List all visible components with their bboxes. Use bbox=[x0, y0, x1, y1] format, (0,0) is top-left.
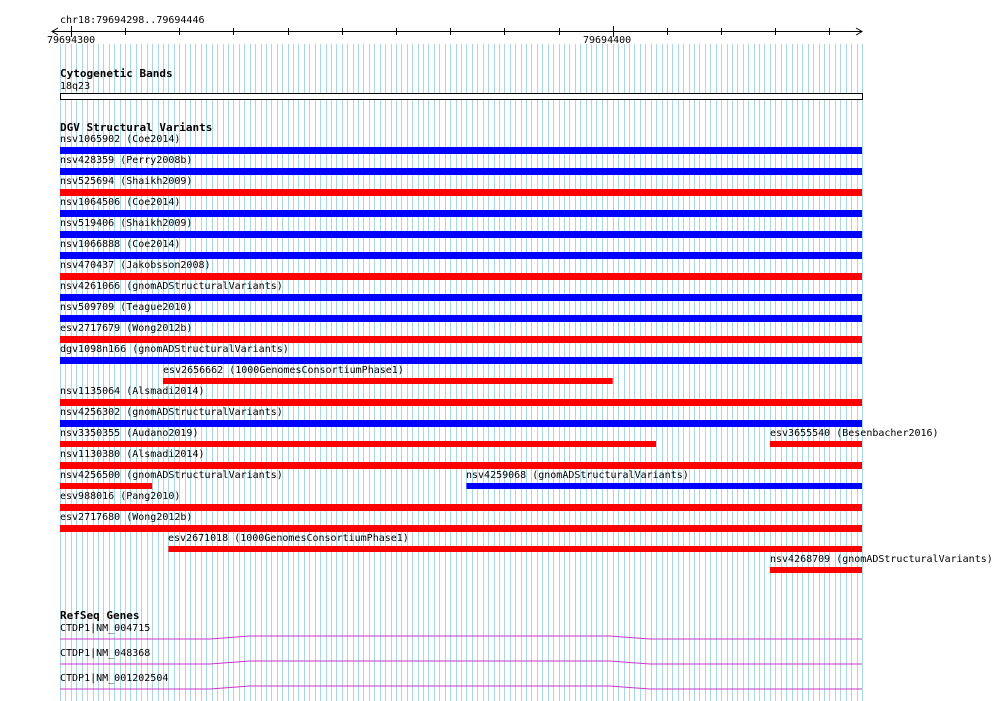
sv-feature-label[interactable]: nsv1135064 (Alsmadi2014) bbox=[60, 386, 205, 397]
location-readout: chr18:79694298..79694446 bbox=[60, 15, 205, 26]
sv-feature-label[interactable]: nsv1066888 (Coe2014) bbox=[60, 239, 181, 250]
sv-feature-bar bbox=[60, 462, 862, 468]
sv-feature-bar bbox=[60, 294, 862, 300]
sv-feature-label[interactable]: esv2717679 (Wong2012b) bbox=[60, 323, 193, 334]
sv-feature-bar bbox=[60, 504, 862, 510]
sv-feature-bar bbox=[60, 420, 862, 426]
sv-feature-label[interactable]: nsv1130380 (Alsmadi2014) bbox=[60, 449, 205, 460]
sv-feature-bar bbox=[60, 315, 862, 321]
sv-feature-bar bbox=[60, 399, 862, 405]
sv-feature-label[interactable]: nsv428359 (Perry2008b) bbox=[60, 155, 193, 166]
sv-feature-label[interactable]: nsv4256302 (gnomADStructuralVariants) bbox=[60, 407, 283, 418]
cytobands-track-title[interactable]: Cytogenetic Bands bbox=[60, 67, 173, 80]
sv-feature-label[interactable]: dgv1098n166 (gnomADStructuralVariants) bbox=[60, 344, 289, 355]
gene-label[interactable]: CTDP1|NM_004715 bbox=[60, 623, 151, 634]
gene-label[interactable]: CTDP1|NM_001202504 bbox=[60, 673, 169, 684]
sv-feature-label[interactable]: nsv4268709 (gnomADStructuralVariants) bbox=[770, 554, 993, 565]
sv-feature-bar bbox=[60, 168, 862, 174]
sv-feature-bar bbox=[60, 231, 862, 237]
sv-feature-label[interactable]: nsv4261066 (gnomADStructuralVariants) bbox=[60, 281, 283, 292]
sv-feature-bar bbox=[60, 273, 862, 279]
ruler-tick-label: 79694400 bbox=[583, 35, 632, 46]
sv-feature-bar bbox=[60, 147, 862, 153]
sv-feature-label[interactable]: esv2717680 (Wong2012b) bbox=[60, 512, 193, 523]
sv-feature-bar bbox=[770, 441, 862, 447]
sv-feature-bar bbox=[60, 336, 862, 342]
sv-feature-label[interactable]: nsv509709 (Teague2010) bbox=[60, 302, 193, 313]
sv-feature-label[interactable]: nsv4259068 (gnomADStructuralVariants) bbox=[466, 470, 689, 481]
refseq-track-title[interactable]: RefSeq Genes bbox=[60, 609, 140, 622]
sv-feature-bar bbox=[168, 546, 862, 552]
sv-feature-bar bbox=[60, 189, 862, 195]
sv-feature-label[interactable]: nsv519406 (Shaikh2009) bbox=[60, 218, 193, 229]
sv-feature-label[interactable]: esv2656662 (1000GenomesConsortiumPhase1) bbox=[163, 365, 404, 376]
sv-feature-label[interactable]: nsv470437 (Jakobsson2008) bbox=[60, 260, 211, 271]
sv-feature-label[interactable]: nsv4256500 (gnomADStructuralVariants) bbox=[60, 470, 283, 481]
sv-feature-label[interactable]: nsv525694 (Shaikh2009) bbox=[60, 176, 193, 187]
sv-feature-label[interactable]: nsv1064506 (Coe2014) bbox=[60, 197, 181, 208]
ruler-tick-label: 79694300 bbox=[47, 35, 96, 46]
cytoband-bar bbox=[61, 94, 863, 100]
sv-feature-bar bbox=[163, 378, 613, 384]
cytoband-label[interactable]: 18q23 bbox=[60, 81, 91, 92]
sv-feature-label[interactable]: nsv1065902 (Coe2014) bbox=[60, 134, 181, 145]
sv-feature-bar bbox=[60, 357, 862, 363]
sv-feature-label[interactable]: nsv3350355 (Audano2019) bbox=[60, 428, 199, 439]
sv-feature-bar bbox=[60, 252, 862, 258]
dgv-track-title[interactable]: DGV Structural Variants bbox=[60, 121, 213, 134]
sv-feature-label[interactable]: esv2671018 (1000GenomesConsortiumPhase1) bbox=[168, 533, 409, 544]
sv-feature-bar bbox=[466, 483, 862, 489]
gene-label[interactable]: CTDP1|NM_048368 bbox=[60, 648, 151, 659]
sv-feature-bar bbox=[770, 567, 862, 573]
sv-feature-label[interactable]: esv3655540 (Besenbacher2016) bbox=[770, 428, 939, 439]
sv-feature-bar bbox=[60, 525, 862, 531]
sv-feature-label[interactable]: esv988016 (Pang2010) bbox=[60, 491, 181, 502]
sv-feature-bar bbox=[60, 210, 862, 216]
